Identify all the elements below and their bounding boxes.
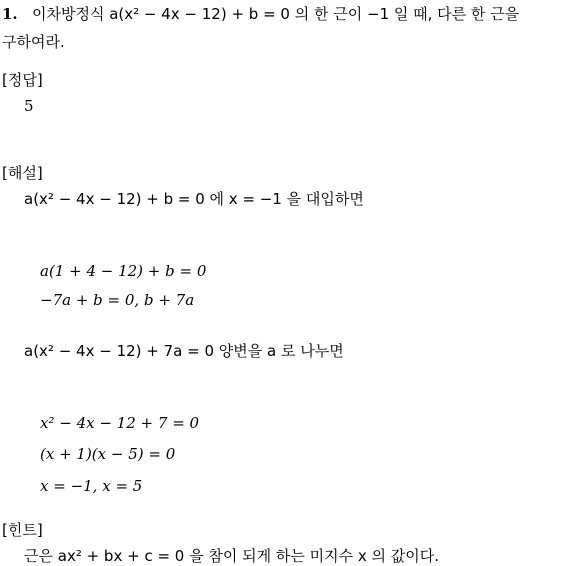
question-line-2: 구하여라. <box>2 33 65 51</box>
solution-equation-5: x = −1, x = 5 <box>40 477 143 495</box>
question-line-1 <box>2 4 519 24</box>
solution-heading: [해설] <box>2 164 43 182</box>
answer-value: 5 <box>24 97 34 115</box>
solution-step-1: a(x² − 4x − 12) + b = 0 에 x = −1 을 대입하면 <box>24 190 364 208</box>
answer-heading: [정답] <box>2 71 43 89</box>
solution-equation-2: −7a + b = 0, b + 7a <box>40 291 195 309</box>
solution-equation-4: (x + 1)(x − 5) = 0 <box>40 445 176 463</box>
solution-equation-3: x² − 4x − 12 + 7 = 0 <box>40 414 200 432</box>
solution-equation-1: a(1 + 4 − 12) + b = 0 <box>40 262 207 280</box>
question-text-line-1: 이차방정식 a(x² − 4x − 12) + b = 0 의 한 근이 −1 일 때, 다른 한 근을 <box>31 5 520 23</box>
question-number: 1. <box>2 5 18 23</box>
hint-text: 근은 ax² + bx + c = 0 을 참이 되게 하는 미지수 x 의 값이다. <box>24 547 439 565</box>
hint-heading: [힌트] <box>2 521 43 539</box>
solution-step-2: a(x² − 4x − 12) + 7a = 0 양변을 a 로 나누면 <box>24 342 344 360</box>
